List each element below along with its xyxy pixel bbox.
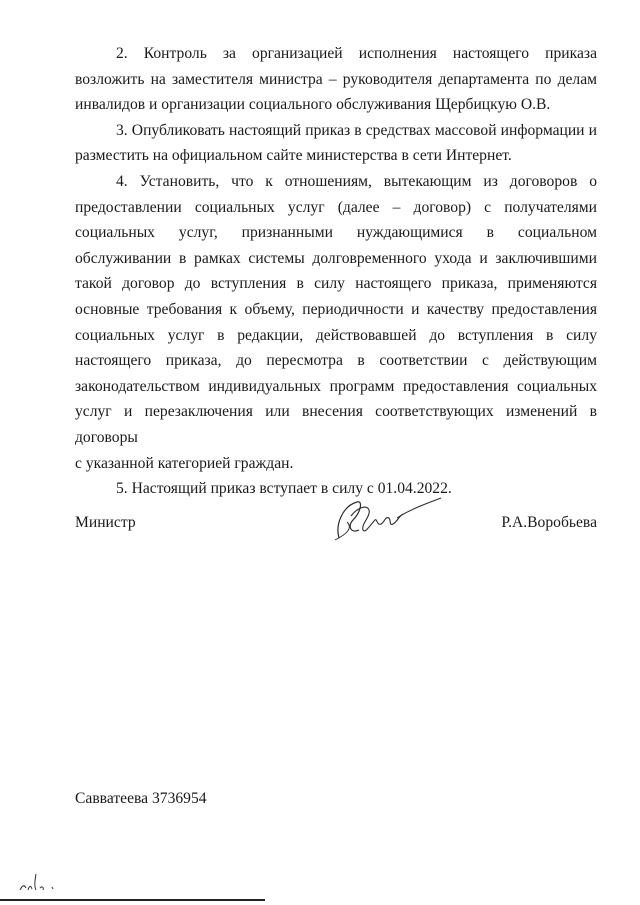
paragraph-5: 5. Настоящий приказ вступает в силу с 01.04.2022. [116, 480, 452, 498]
paragraph-4-main: 4. Установить, что к отношениям, вытекающим из договоров о предоставлении социальных услуг (далее – договор) с получателями социальных услуг, признанными нуждающимися в социальном обслуживании в рамках системы долговременного ухода и заключившими такой договор до вступления в силу настоящего приказа, применяются основные требования к объему, периодичности и качеству предоставления социальных услуг в редакции, действовавшей до вступления в силу настоящего приказа, до пересмотра в соответствии с действующим законодательством индивидуальных программ предоставления социальных услуг и перезаключения или внесения соответствующих изменений в договоры [75, 172, 597, 446]
signatory-title: Министр [75, 514, 136, 531]
executor-contact: Савватеева 3736954 [75, 790, 207, 807]
handwritten-signature [317, 494, 447, 542]
bottom-rule [0, 899, 265, 901]
document-body [75, 41, 597, 502]
paragraph-3: 3. Опубликовать настоящий приказ в средствах массовой информации и разместить на официальном сайте министерства в сети Интернет. [75, 121, 597, 165]
signature-block [75, 514, 597, 544]
paragraph-4-tail: с указанной категорией граждан. [75, 454, 294, 472]
signatory-name: Р.А.Воробьева [501, 514, 597, 531]
paragraph-4 [75, 169, 597, 476]
handwritten-mark [16, 870, 76, 896]
paragraph-2: 2. Контроль за организацией исполнения настоящего приказа возложить на заместителя министра – руководителя департамента по делам инвалидов и организации социального обслуживания Щербицкую О.В. [75, 45, 597, 114]
